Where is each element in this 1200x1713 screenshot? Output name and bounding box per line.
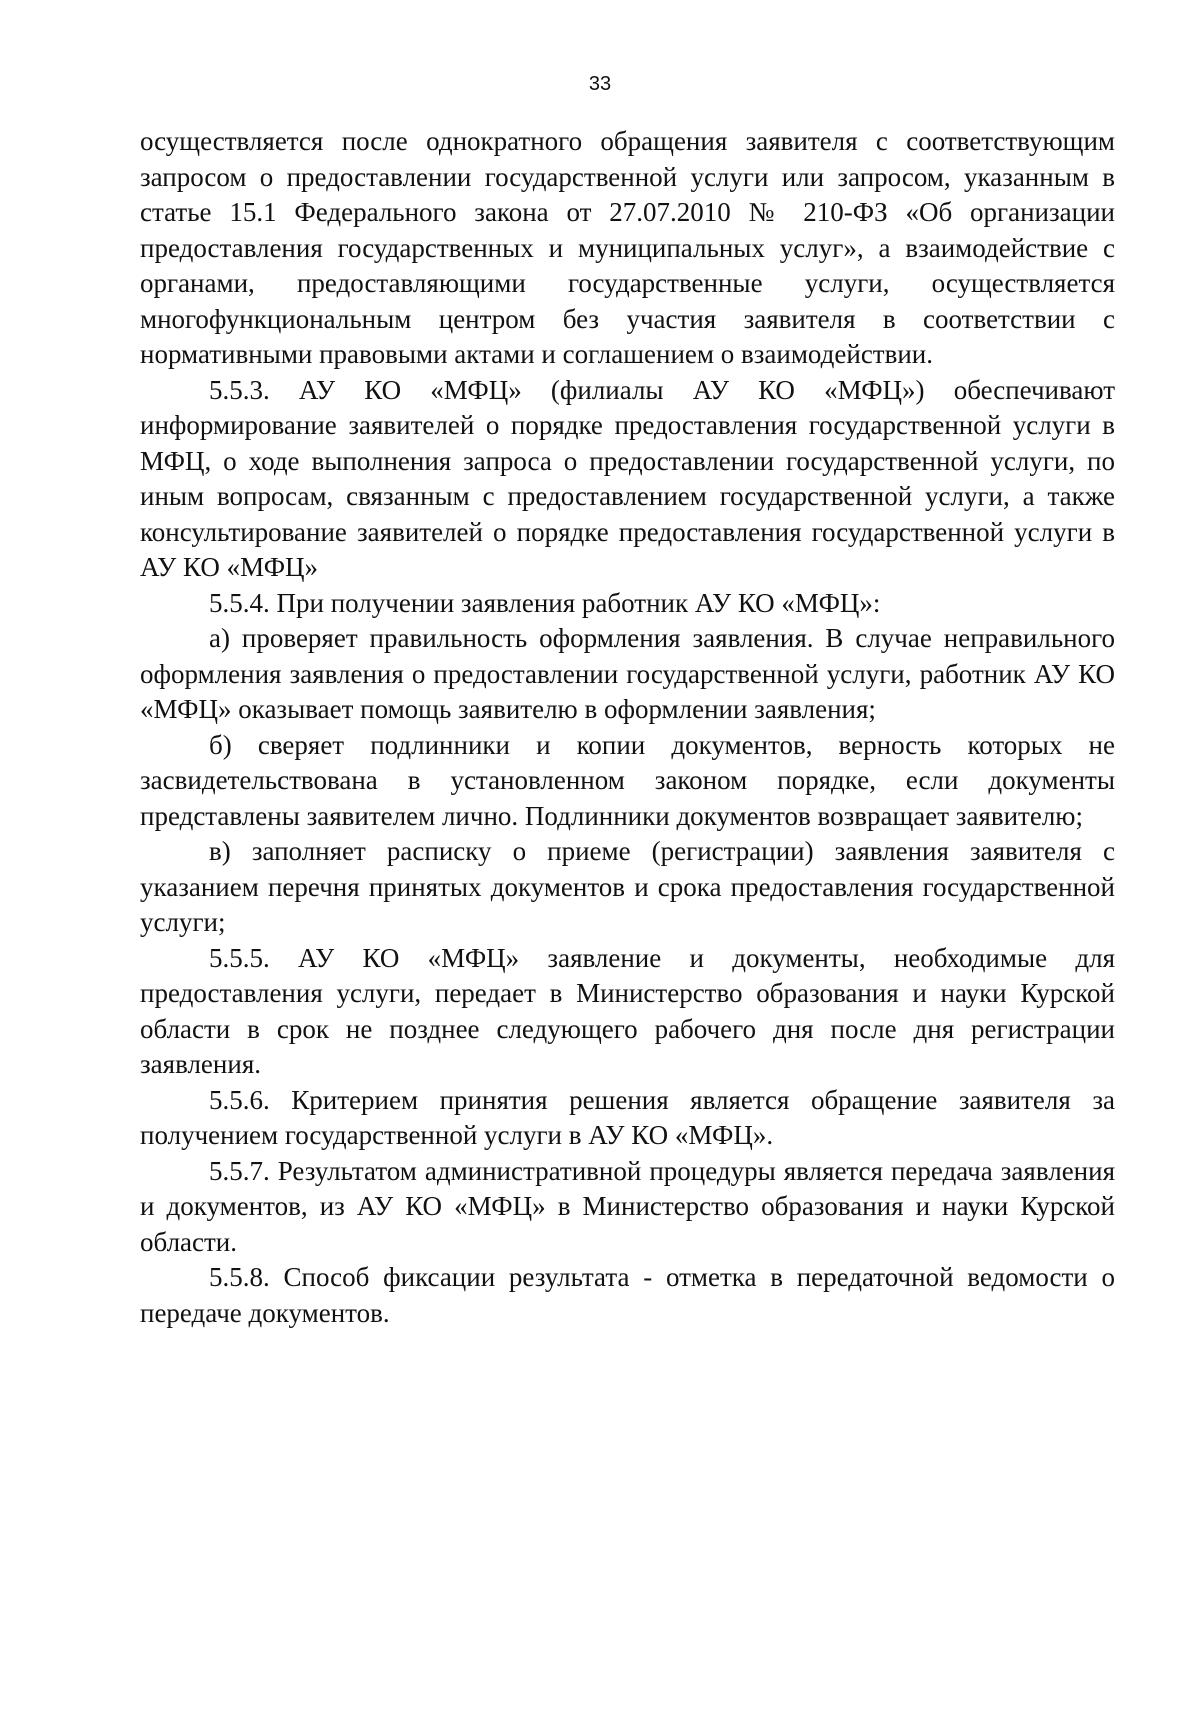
paragraph-continuation: осуществляется после однократного обращения заявителя с соответствующим запросом о предоставлении государственной услуги или запросом, указанным в статье 15.1 Федерального закона от 27.07.2010 № 210-ФЗ «Об организации предоставления государственных и муниципальных услуг», а взаимодействие с органами, предоставляющими государственные услуги, осуществляется многофункциональным центром без участия заявителя в соответствии с нормативными правовыми актами и соглашением о взаимодействии. xyxy=(140,126,1115,369)
paragraph-5-5-4: 5.5.4. При получении заявления работник АУ КО «МФЦ»: xyxy=(209,587,881,618)
document-body xyxy=(140,124,1115,1331)
paragraph-5-5-4-b: б) сверяет подлинники и копии документов, верность которых не засвидетельствована в установленном законом порядке, если документы представлены заявителем лично. Подлинники документов возвращает заявителю; xyxy=(140,729,1115,831)
page-number: 33 xyxy=(588,73,612,95)
paragraph-5-5-5: 5.5.5. АУ КО «МФЦ» заявление и документы, необходимые для предоставления услуги, передает в Министерство образования и науки Курской области в срок не позднее следующего рабочего дня после дня регистрации заявления. xyxy=(140,942,1115,1079)
paragraph-5-5-6: 5.5.6. Критерием принятия решения является обращение заявителя за получением государственной услуги в АУ КО «МФЦ». xyxy=(140,1084,1115,1150)
paragraph-5-5-7: 5.5.7. Результатом административной процедуры является передача заявления и документов, из АУ КО «МФЦ» в Министерство образования и науки Курской области. xyxy=(140,1155,1115,1257)
paragraph-5-5-4-a: а) проверяет правильность оформления заявления. В случае неправильного оформления заявления о предоставлении государственной услуги, работник АУ КО «МФЦ» оказывает помощь заявителю в оформлении заявления; xyxy=(140,623,1115,724)
paragraph-5-5-4-v: в) заполняет расписку о приеме (регистрации) заявления заявителя с указанием перечня принятых документов и срока предоставления государственной услуги; xyxy=(140,836,1115,937)
paragraph-5-5-3: 5.5.3. АУ КО «МФЦ» (филиалы АУ КО «МФЦ») обеспечивают информирование заявителей о порядке предоставления государственной услуги в МФЦ, о ходе выполнения запроса о предоставлении государственной услуги, по иным вопросам, связанным с предоставлением государственной услуги, а также консультирование заявителей о порядке предоставления государственной услуги в АУ КО «МФЦ» xyxy=(140,374,1115,582)
paragraph-5-5-8: 5.5.8. Способ фиксации результата - отметка в передаточной ведомости о передаче документов. xyxy=(140,1262,1115,1328)
